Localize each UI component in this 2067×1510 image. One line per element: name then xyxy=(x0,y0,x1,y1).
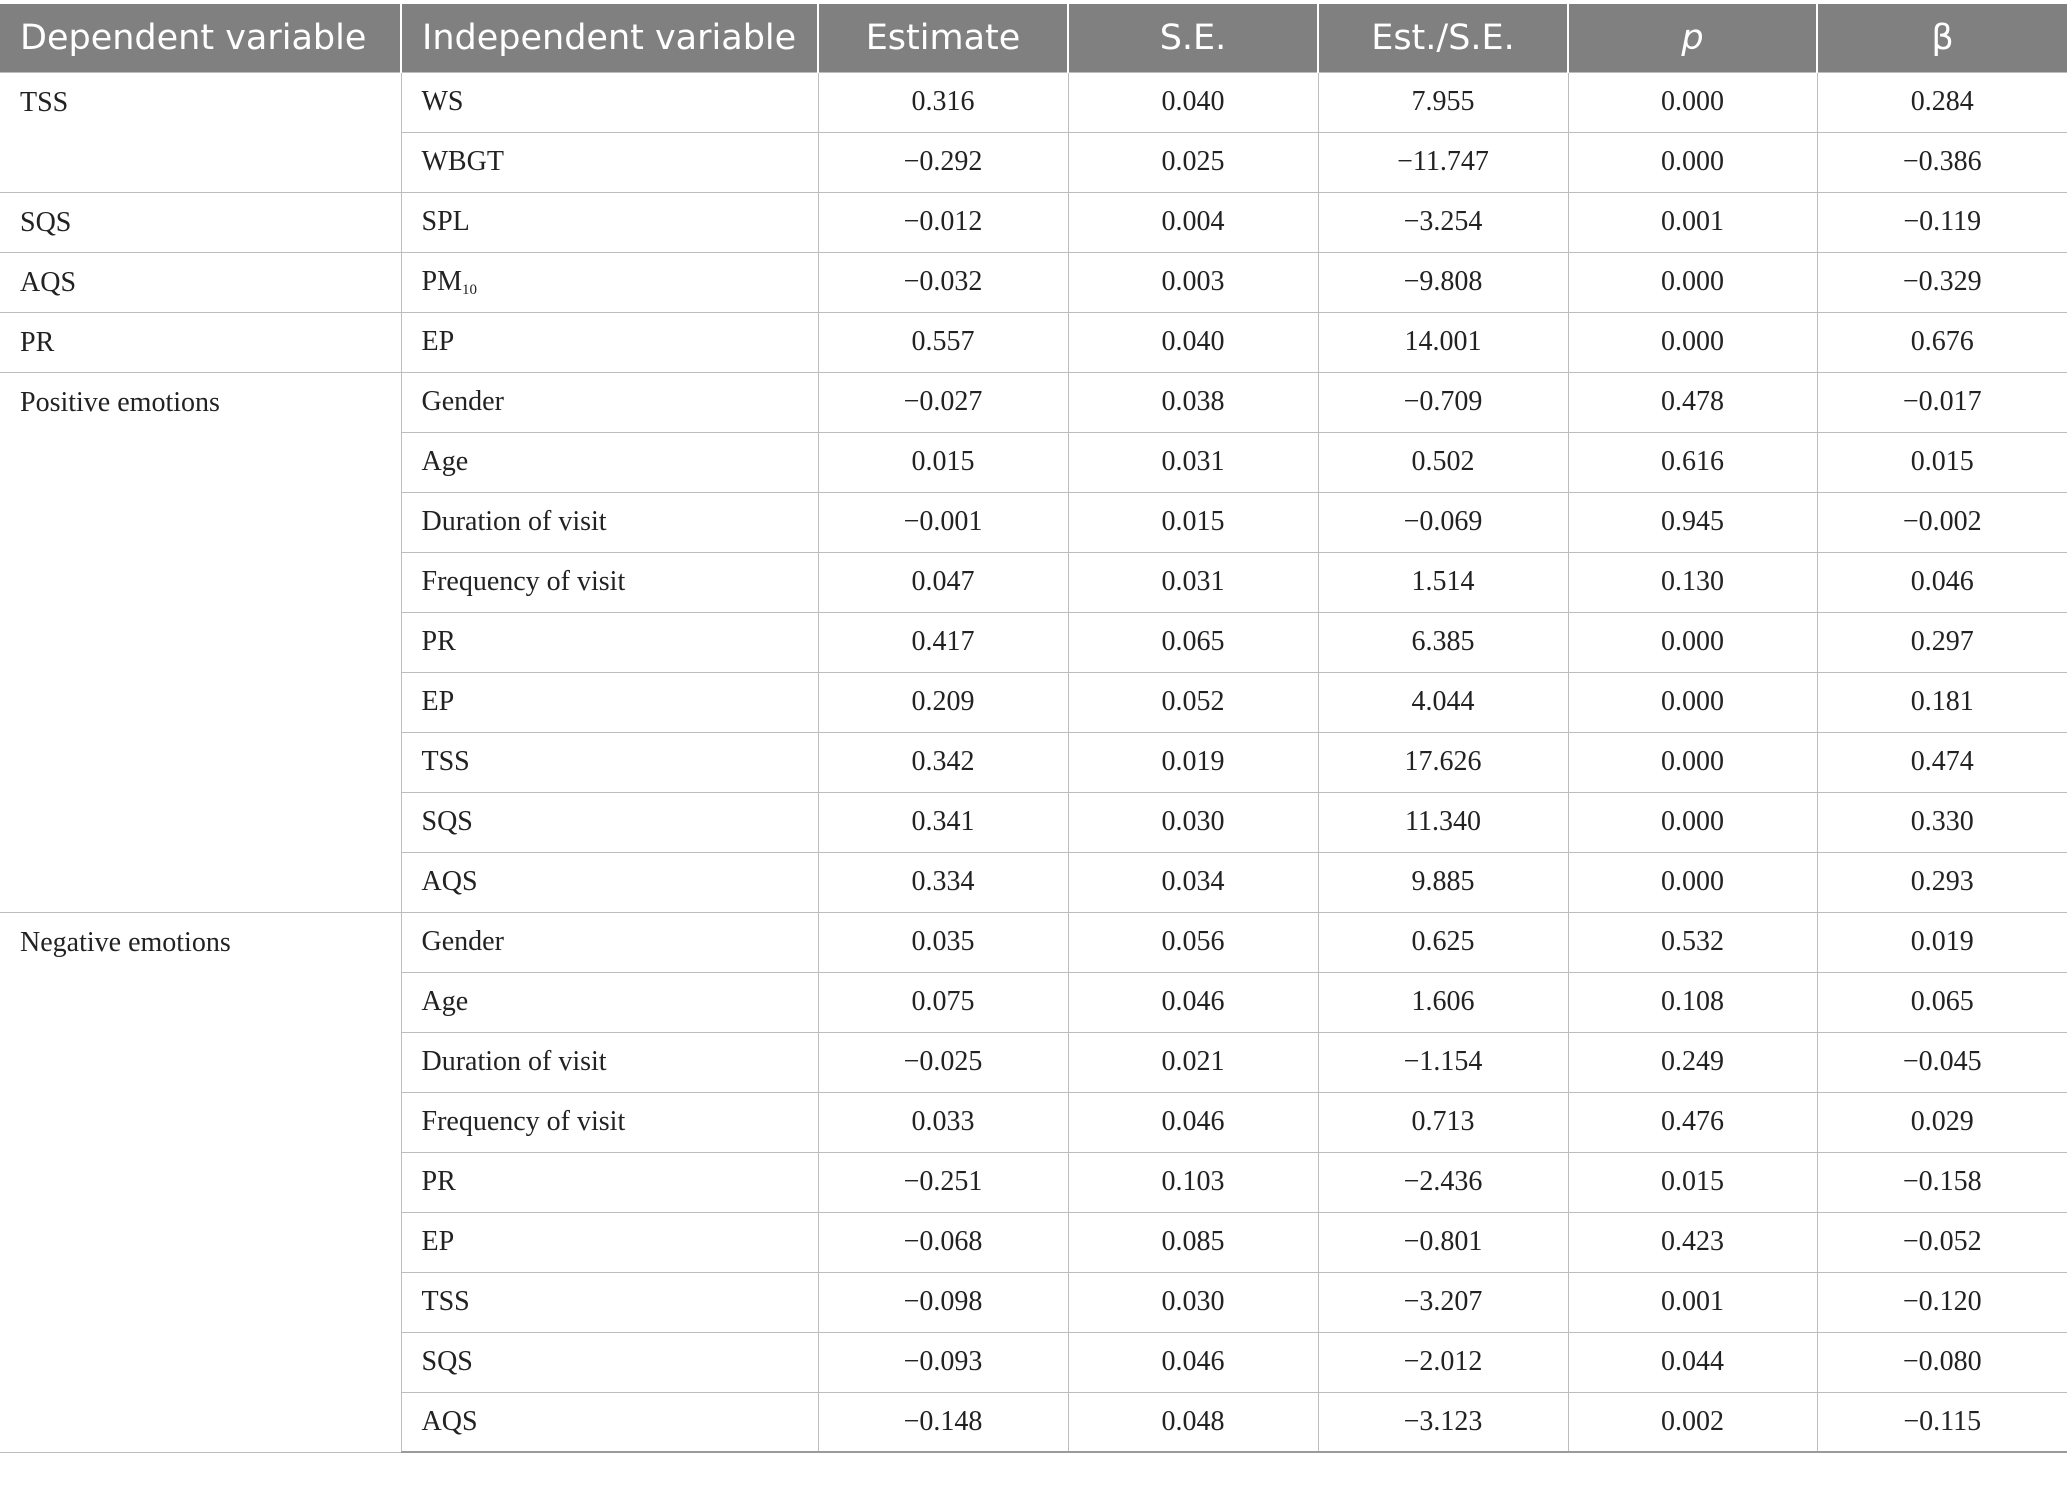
independent-variable-subscript: 10 xyxy=(461,281,477,298)
se-cell: 0.048 xyxy=(1068,1392,1318,1452)
estimate-cell: 0.341 xyxy=(818,792,1068,852)
beta-cell: 0.019 xyxy=(1817,912,2067,972)
independent-variable-label: Duration of visit xyxy=(421,506,607,537)
p-value-cell: 0.616 xyxy=(1568,432,1817,492)
independent-variable-label: SQS xyxy=(421,806,473,837)
p-value-cell: 0.001 xyxy=(1568,1272,1817,1332)
table-row xyxy=(0,912,2067,972)
est-se-cell: 17.626 xyxy=(1318,732,1568,792)
independent-variable-cell xyxy=(401,492,818,552)
se-cell: 0.065 xyxy=(1068,612,1318,672)
p-value-cell: 0.000 xyxy=(1568,72,1817,132)
est-se-cell: −0.709 xyxy=(1318,372,1568,432)
dependent-variable-cell: Positive emotions xyxy=(0,372,401,912)
independent-variable-label: AQS xyxy=(421,1405,478,1437)
independent-variable-label: EP xyxy=(421,686,455,717)
independent-variable-cell xyxy=(401,1392,818,1452)
independent-variable-label: Duration of visit xyxy=(421,1046,607,1077)
p-value-cell: 0.000 xyxy=(1568,732,1817,792)
independent-variable-cell xyxy=(401,672,818,732)
beta-cell: −0.045 xyxy=(1817,1032,2067,1092)
p-value-cell: 0.000 xyxy=(1568,132,1817,192)
estimate-cell: −0.032 xyxy=(818,252,1068,312)
beta-cell: 0.284 xyxy=(1817,72,2067,132)
beta-cell: −0.329 xyxy=(1817,252,2067,312)
beta-cell: −0.080 xyxy=(1817,1332,2067,1392)
p-value-cell: 0.001 xyxy=(1568,192,1817,252)
estimate-cell: −0.068 xyxy=(818,1212,1068,1272)
estimate-cell: −0.292 xyxy=(818,132,1068,192)
se-cell: 0.040 xyxy=(1068,312,1318,372)
estimate-cell: −0.251 xyxy=(818,1152,1068,1212)
estimate-cell: 0.316 xyxy=(818,72,1068,132)
independent-variable-cell xyxy=(401,1032,818,1092)
estimate-cell: 0.417 xyxy=(818,612,1068,672)
beta-cell: −0.115 xyxy=(1817,1392,2067,1452)
independent-variable-label: WBGT xyxy=(421,146,504,177)
est-se-cell: −3.254 xyxy=(1318,192,1568,252)
beta-cell: 0.293 xyxy=(1817,852,2067,912)
se-cell: 0.021 xyxy=(1068,1032,1318,1092)
header-beta: β xyxy=(1817,4,2067,72)
table-row xyxy=(0,72,2067,132)
beta-cell: 0.330 xyxy=(1817,792,2067,852)
p-value-cell: 0.108 xyxy=(1568,972,1817,1032)
independent-variable-label: Frequency of visit xyxy=(421,566,626,597)
estimate-cell: −0.001 xyxy=(818,492,1068,552)
estimate-cell: −0.025 xyxy=(818,1032,1068,1092)
table-header xyxy=(0,4,2067,72)
beta-cell: −0.119 xyxy=(1817,192,2067,252)
independent-variable-label: EP xyxy=(421,1226,455,1257)
se-cell: 0.031 xyxy=(1068,552,1318,612)
se-cell: 0.103 xyxy=(1068,1152,1318,1212)
se-cell: 0.034 xyxy=(1068,852,1318,912)
dependent-variable-cell: SQS xyxy=(0,192,401,252)
dependent-variable-cell: AQS xyxy=(0,252,401,312)
est-se-cell: −1.154 xyxy=(1318,1032,1568,1092)
est-se-cell: −2.436 xyxy=(1318,1152,1568,1212)
est-se-cell: 9.885 xyxy=(1318,852,1568,912)
p-value-cell: 0.000 xyxy=(1568,252,1817,312)
table-body xyxy=(0,72,2067,1452)
se-cell: 0.004 xyxy=(1068,192,1318,252)
independent-variable-label: AQS xyxy=(421,866,478,897)
se-cell: 0.056 xyxy=(1068,912,1318,972)
estimate-cell: 0.033 xyxy=(818,1092,1068,1152)
p-value-cell: 0.945 xyxy=(1568,492,1817,552)
estimate-cell: 0.075 xyxy=(818,972,1068,1032)
p-value-cell: 0.000 xyxy=(1568,612,1817,672)
est-se-cell: 6.385 xyxy=(1318,612,1568,672)
p-value-cell: 0.015 xyxy=(1568,1152,1817,1212)
estimate-cell: −0.148 xyxy=(818,1392,1068,1452)
se-cell: 0.040 xyxy=(1068,72,1318,132)
beta-cell: 0.065 xyxy=(1817,972,2067,1032)
est-se-cell: 14.001 xyxy=(1318,312,1568,372)
header-standard-error: S.E. xyxy=(1068,4,1318,72)
se-cell: 0.019 xyxy=(1068,732,1318,792)
header-dependent-variable: Dependent variable xyxy=(0,4,401,72)
est-se-cell: 7.955 xyxy=(1318,72,1568,132)
est-se-cell: 1.606 xyxy=(1318,972,1568,1032)
table-row xyxy=(0,192,2067,252)
se-cell: 0.031 xyxy=(1068,432,1318,492)
est-se-cell: −2.012 xyxy=(1318,1332,1568,1392)
estimate-cell: 0.035 xyxy=(818,912,1068,972)
estimate-cell: 0.047 xyxy=(818,552,1068,612)
est-se-cell: −3.123 xyxy=(1318,1392,1568,1452)
beta-cell: −0.386 xyxy=(1817,132,2067,192)
est-se-cell: −11.747 xyxy=(1318,132,1568,192)
est-se-cell: −9.808 xyxy=(1318,252,1568,312)
est-se-cell: −0.069 xyxy=(1318,492,1568,552)
se-cell: 0.025 xyxy=(1068,132,1318,192)
independent-variable-label: Gender xyxy=(421,386,504,417)
estimate-cell: 0.015 xyxy=(818,432,1068,492)
dependent-variable-cell: Negative emotions xyxy=(0,912,401,1452)
beta-cell: 0.029 xyxy=(1817,1092,2067,1152)
estimate-cell: 0.209 xyxy=(818,672,1068,732)
p-value-cell: 0.002 xyxy=(1568,1392,1817,1452)
p-value-cell: 0.000 xyxy=(1568,672,1817,732)
independent-variable-label: SQS xyxy=(421,1346,473,1377)
beta-cell: 0.181 xyxy=(1817,672,2067,732)
beta-cell: 0.474 xyxy=(1817,732,2067,792)
est-se-cell: 11.340 xyxy=(1318,792,1568,852)
independent-variable-cell xyxy=(401,1152,818,1212)
estimate-cell: −0.012 xyxy=(818,192,1068,252)
se-cell: 0.046 xyxy=(1068,1092,1318,1152)
table-row xyxy=(0,312,2067,372)
p-value-cell: 0.423 xyxy=(1568,1212,1817,1272)
independent-variable-cell xyxy=(401,972,818,1032)
beta-cell: 0.046 xyxy=(1817,552,2067,612)
est-se-cell: 4.044 xyxy=(1318,672,1568,732)
estimate-cell: −0.027 xyxy=(818,372,1068,432)
beta-cell: −0.158 xyxy=(1817,1152,2067,1212)
independent-variable-cell xyxy=(401,732,818,792)
beta-cell: −0.052 xyxy=(1817,1212,2067,1272)
p-value-cell: 0.476 xyxy=(1568,1092,1817,1152)
independent-variable-cell xyxy=(401,252,818,312)
est-se-cell: −0.801 xyxy=(1318,1212,1568,1272)
beta-cell: −0.002 xyxy=(1817,492,2067,552)
independent-variable-cell xyxy=(401,1212,818,1272)
independent-variable-cell xyxy=(401,372,818,432)
independent-variable-label: WS xyxy=(421,86,464,117)
independent-variable-label: EP xyxy=(421,326,455,357)
se-cell: 0.030 xyxy=(1068,1272,1318,1332)
independent-variable-cell xyxy=(401,192,818,252)
independent-variable-label: TSS xyxy=(421,746,470,777)
se-cell: 0.015 xyxy=(1068,492,1318,552)
p-value-cell: 0.000 xyxy=(1568,312,1817,372)
independent-variable-label: PR xyxy=(421,1166,456,1197)
header-est-over-se: Est./S.E. xyxy=(1318,4,1568,72)
se-cell: 0.038 xyxy=(1068,372,1318,432)
independent-variable-cell xyxy=(401,552,818,612)
est-se-cell: 0.625 xyxy=(1318,912,1568,972)
independent-variable-cell xyxy=(401,432,818,492)
p-value-cell: 0.000 xyxy=(1568,792,1817,852)
independent-variable-cell xyxy=(401,312,818,372)
independent-variable-cell xyxy=(401,1332,818,1392)
est-se-cell: −3.207 xyxy=(1318,1272,1568,1332)
header-independent-variable: Independent variable xyxy=(401,4,818,72)
independent-variable-label: Gender xyxy=(421,926,504,957)
dependent-variable-cell: TSS xyxy=(0,72,401,192)
estimate-cell: −0.093 xyxy=(818,1332,1068,1392)
estimate-cell: 0.342 xyxy=(818,732,1068,792)
p-value-cell: 0.130 xyxy=(1568,552,1817,612)
independent-variable-label: TSS xyxy=(421,1286,470,1317)
se-cell: 0.003 xyxy=(1068,252,1318,312)
independent-variable-cell xyxy=(401,1272,818,1332)
independent-variable-cell xyxy=(401,72,818,132)
independent-variable-label: PM xyxy=(421,265,462,297)
regression-table xyxy=(0,4,2067,1453)
se-cell: 0.046 xyxy=(1068,972,1318,1032)
table-row xyxy=(0,372,2067,432)
header-estimate: Estimate xyxy=(818,4,1068,72)
estimate-cell: −0.098 xyxy=(818,1272,1068,1332)
table-row xyxy=(0,252,2067,312)
header-p-value: p xyxy=(1568,4,1817,72)
independent-variable-cell xyxy=(401,792,818,852)
independent-variable-cell xyxy=(401,132,818,192)
independent-variable-cell xyxy=(401,612,818,672)
beta-cell: 0.676 xyxy=(1817,312,2067,372)
p-value-cell: 0.532 xyxy=(1568,912,1817,972)
independent-variable-cell xyxy=(401,1092,818,1152)
estimate-cell: 0.334 xyxy=(818,852,1068,912)
beta-cell: 0.015 xyxy=(1817,432,2067,492)
estimate-cell: 0.557 xyxy=(818,312,1068,372)
independent-variable-label: Frequency of visit xyxy=(421,1106,626,1137)
independent-variable-label: Age xyxy=(421,446,469,477)
p-value-cell: 0.249 xyxy=(1568,1032,1817,1092)
se-cell: 0.030 xyxy=(1068,792,1318,852)
beta-cell: 0.297 xyxy=(1817,612,2067,672)
independent-variable-cell xyxy=(401,852,818,912)
independent-variable-label: SPL xyxy=(421,206,470,237)
p-value-cell: 0.478 xyxy=(1568,372,1817,432)
p-value-cell: 0.000 xyxy=(1568,852,1817,912)
est-se-cell: 0.713 xyxy=(1318,1092,1568,1152)
header-row xyxy=(0,4,2067,72)
independent-variable-cell xyxy=(401,912,818,972)
beta-cell: −0.120 xyxy=(1817,1272,2067,1332)
se-cell: 0.052 xyxy=(1068,672,1318,732)
beta-cell: −0.017 xyxy=(1817,372,2067,432)
independent-variable-label: PR xyxy=(421,626,456,657)
p-value-cell: 0.044 xyxy=(1568,1332,1817,1392)
se-cell: 0.085 xyxy=(1068,1212,1318,1272)
dependent-variable-cell: PR xyxy=(0,312,401,372)
est-se-cell: 1.514 xyxy=(1318,552,1568,612)
independent-variable-label: Age xyxy=(421,986,469,1017)
est-se-cell: 0.502 xyxy=(1318,432,1568,492)
se-cell: 0.046 xyxy=(1068,1332,1318,1392)
